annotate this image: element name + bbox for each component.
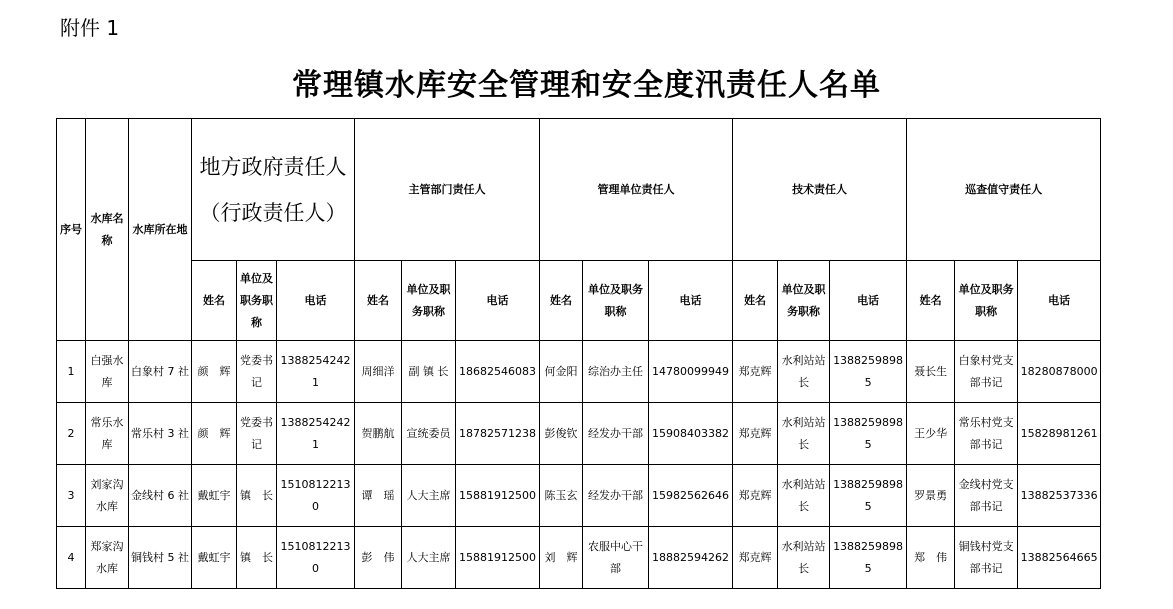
reservoir-cell: 白强水库 — [86, 341, 129, 403]
patrol-name-cell: 郑 伟 — [907, 527, 955, 589]
seq-cell: 3 — [57, 465, 86, 527]
gov-phone-cell: 15108122130 — [277, 465, 355, 527]
dept-phone-cell: 18782571238 — [456, 403, 540, 465]
tech-phone-cell: 13882598985 — [830, 527, 907, 589]
dept-unit-cell: 人大主席 — [402, 527, 456, 589]
header-tech-responsible: 技术责任人 — [733, 119, 907, 261]
dept-phone-cell: 15881912500 — [456, 465, 540, 527]
tech-name-cell: 郑克辉 — [733, 527, 778, 589]
dept-name-cell: 周细洋 — [355, 341, 402, 403]
gov-phone-cell: 13882542421 — [277, 403, 355, 465]
header-phone: 电话 — [456, 261, 540, 341]
document-title: 常理镇水库安全管理和安全度汛责任人名单 — [292, 68, 881, 103]
gov-phone-cell: 15108122130 — [277, 527, 355, 589]
mgmt-unit-cell: 经发办干部 — [583, 465, 649, 527]
mgmt-phone-cell: 14780099949 — [649, 341, 733, 403]
gov-unit-cell: 镇 长 — [237, 465, 277, 527]
seq-cell: 2 — [57, 403, 86, 465]
header-location: 水库所在地 — [129, 119, 192, 341]
header-unit-position: 单位及职务职称 — [778, 261, 830, 341]
patrol-phone-cell: 13882564665 — [1018, 527, 1101, 589]
tech-phone-cell: 13882598985 — [830, 341, 907, 403]
patrol-unit-cell: 铜钱村党支部书记 — [955, 527, 1018, 589]
header-patrol-responsible: 巡查值守责任人 — [907, 119, 1101, 261]
dept-name-cell: 彭 伟 — [355, 527, 402, 589]
header-dept-responsible: 主管部门责任人 — [355, 119, 540, 261]
seq-cell: 1 — [57, 341, 86, 403]
table-row — [57, 527, 1101, 589]
gov-unit-cell: 党委书记 — [237, 403, 277, 465]
patrol-phone-cell: 15828981261 — [1018, 403, 1101, 465]
dept-unit-cell: 副 镇 长 — [402, 341, 456, 403]
gov-name-cell: 戴虹宇 — [192, 465, 237, 527]
header-seq: 序号 — [57, 119, 86, 341]
header-name: 姓名 — [540, 261, 583, 341]
header-row-groups — [57, 119, 1101, 261]
mgmt-phone-cell: 18882594262 — [649, 527, 733, 589]
gov-unit-cell: 党委书记 — [237, 341, 277, 403]
table-row — [57, 341, 1101, 403]
seq-cell: 4 — [57, 527, 86, 589]
header-mgmt-responsible: 管理单位责任人 — [540, 119, 733, 261]
dept-name-cell: 贺鹏航 — [355, 403, 402, 465]
patrol-name-cell: 王少华 — [907, 403, 955, 465]
header-phone: 电话 — [1018, 261, 1101, 341]
location-cell: 白象村 7 社 — [129, 341, 192, 403]
tech-phone-cell: 13882598985 — [830, 465, 907, 527]
patrol-phone-cell: 18280878000 — [1018, 341, 1101, 403]
reservoir-cell: 郑家沟水库 — [86, 527, 129, 589]
gov-unit-cell: 镇 长 — [237, 527, 277, 589]
tech-name-cell: 郑克辉 — [733, 465, 778, 527]
header-phone: 电话 — [277, 261, 355, 341]
patrol-phone-cell: 13882537336 — [1018, 465, 1101, 527]
attachment-label: 附件 1 — [60, 16, 120, 40]
gov-name-cell: 颜 辉 — [192, 341, 237, 403]
tech-unit-cell: 水利站站长 — [778, 465, 830, 527]
header-unit-position: 单位及职务职称 — [583, 261, 649, 341]
mgmt-name-cell: 刘 辉 — [540, 527, 583, 589]
header-row-fields — [57, 261, 1101, 341]
mgmt-unit-cell: 农服中心干部 — [583, 527, 649, 589]
location-cell: 常乐村 3 社 — [129, 403, 192, 465]
header-unit-position: 单位及职务职称 — [237, 261, 277, 341]
reservoir-cell: 刘家沟水库 — [86, 465, 129, 527]
patrol-name-cell: 聂长生 — [907, 341, 955, 403]
location-cell: 金线村 6 社 — [129, 465, 192, 527]
mgmt-name-cell: 彭俊钦 — [540, 403, 583, 465]
patrol-unit-cell: 金线村党支部书记 — [955, 465, 1018, 527]
dept-unit-cell: 宣统委员 — [402, 403, 456, 465]
location-cell: 铜钱村 5 社 — [129, 527, 192, 589]
header-unit-position: 单位及职务职称 — [955, 261, 1018, 341]
tech-unit-cell: 水利站站长 — [778, 403, 830, 465]
tech-unit-cell: 水利站站长 — [778, 341, 830, 403]
table-row — [57, 465, 1101, 527]
header-phone: 电话 — [830, 261, 907, 341]
dept-phone-cell: 18682546083 — [456, 341, 540, 403]
header-name: 姓名 — [355, 261, 402, 341]
header-name: 姓名 — [907, 261, 955, 341]
tech-phone-cell: 13882598985 — [830, 403, 907, 465]
tech-unit-cell: 水利站站长 — [778, 527, 830, 589]
patrol-unit-cell: 常乐村党支部书记 — [955, 403, 1018, 465]
patrol-unit-cell: 白象村党支部书记 — [955, 341, 1018, 403]
header-gov-responsible: 地方政府责任人（行政责任人） — [192, 119, 355, 261]
dept-name-cell: 谭 瑶 — [355, 465, 402, 527]
header-phone: 电话 — [649, 261, 733, 341]
gov-name-cell: 戴虹宇 — [192, 527, 237, 589]
header-name: 姓名 — [733, 261, 778, 341]
reservoir-cell: 常乐水库 — [86, 403, 129, 465]
mgmt-phone-cell: 15982562646 — [649, 465, 733, 527]
header-reservoir-name: 水库名称 — [86, 119, 129, 341]
dept-phone-cell: 15881912500 — [456, 527, 540, 589]
mgmt-unit-cell: 综治办主任 — [583, 341, 649, 403]
mgmt-name-cell: 何金阳 — [540, 341, 583, 403]
gov-name-cell: 颜 辉 — [192, 403, 237, 465]
tech-name-cell: 郑克辉 — [733, 403, 778, 465]
responsibility-table — [56, 118, 1101, 589]
mgmt-name-cell: 陈玉玄 — [540, 465, 583, 527]
tech-name-cell: 郑克辉 — [733, 341, 778, 403]
mgmt-phone-cell: 15908403382 — [649, 403, 733, 465]
dept-unit-cell: 人大主席 — [402, 465, 456, 527]
gov-phone-cell: 13882542421 — [277, 341, 355, 403]
header-unit-position: 单位及职务职称 — [402, 261, 456, 341]
mgmt-unit-cell: 经发办干部 — [583, 403, 649, 465]
header-name: 姓名 — [192, 261, 237, 341]
patrol-name-cell: 罗景勇 — [907, 465, 955, 527]
table-row — [57, 403, 1101, 465]
